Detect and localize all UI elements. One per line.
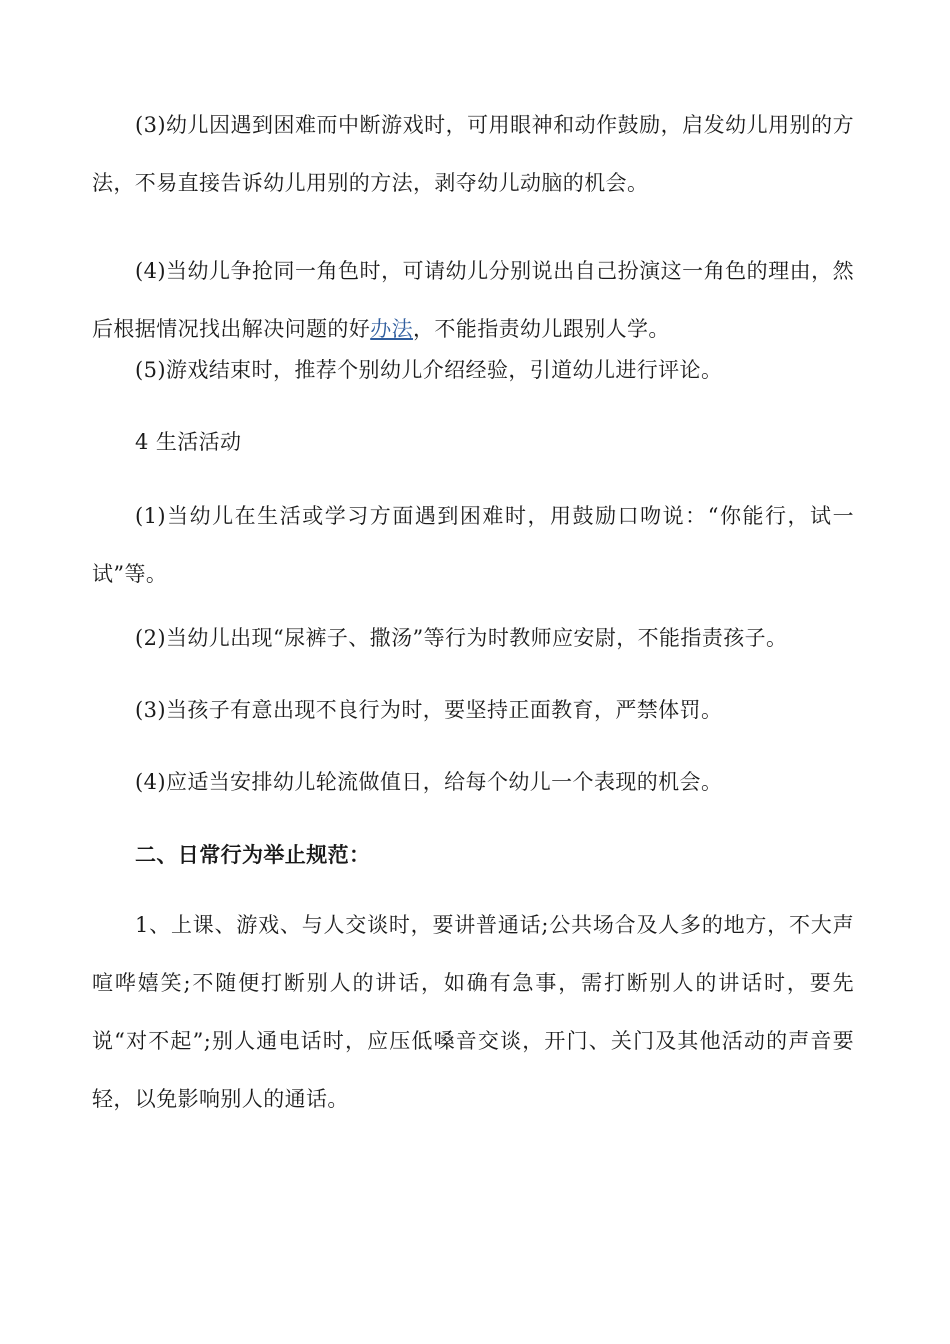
paragraph-game-difficulty: (3)幼儿因遇到困难而中断游戏时，可用眼神和动作鼓励，启发幼儿用别的方法，不易直接告诉幼儿用别的方法，剥夺幼儿动脑的机会。: [92, 113, 854, 195]
paragraph-encourage: (1)当幼儿在生活或学习方面遇到困难时，用鼓励口吻说：“你能行，试一试”等。: [92, 504, 854, 586]
paragraph-duty-rotation: (4)应适当安排幼儿轮流做值日，给每个幼儿一个表现的机会。: [135, 770, 723, 794]
paragraph-role-conflict-text: (4)当幼儿争抢同一角色时，可请幼儿分别说出自己扮演这一角色的理由，然后根据情况找出解决问题的好: [92, 259, 854, 341]
paragraph-game-end: (5)游戏结束时，推荐个别幼儿介绍经验，引道幼儿进行评论。: [135, 358, 723, 382]
paragraph-comfort: (2)当幼儿出现“尿裤子、撒汤”等行为时教师应安尉，不能指责孩子。: [135, 626, 788, 650]
section-title-life-activities: 4 生活活动: [135, 430, 242, 454]
paragraph-speech-conduct: 1、上课、游戏、与人交谈时，要讲普通话;公共场合及人多的地方，不大声喧哗嬉笑;不随便打断别人的讲话，如确有急事，需打断别人的讲话时，要先说“对不起”;别人通电话时，应压低嗓音交谈，开门、关门及其他活动的声音要轻，以免影响别人的通话。: [92, 913, 854, 1111]
paragraph-positive-education: (3)当孩子有意出现不良行为时，要坚持正面教育，严禁体罚。: [135, 698, 723, 722]
method-link[interactable]: 办法: [370, 317, 414, 341]
paragraph-role-conflict-tail: ，不能指责幼儿跟别人学。: [413, 317, 670, 341]
section-heading-behavior: 二、日常行为举止规范：: [135, 842, 371, 867]
